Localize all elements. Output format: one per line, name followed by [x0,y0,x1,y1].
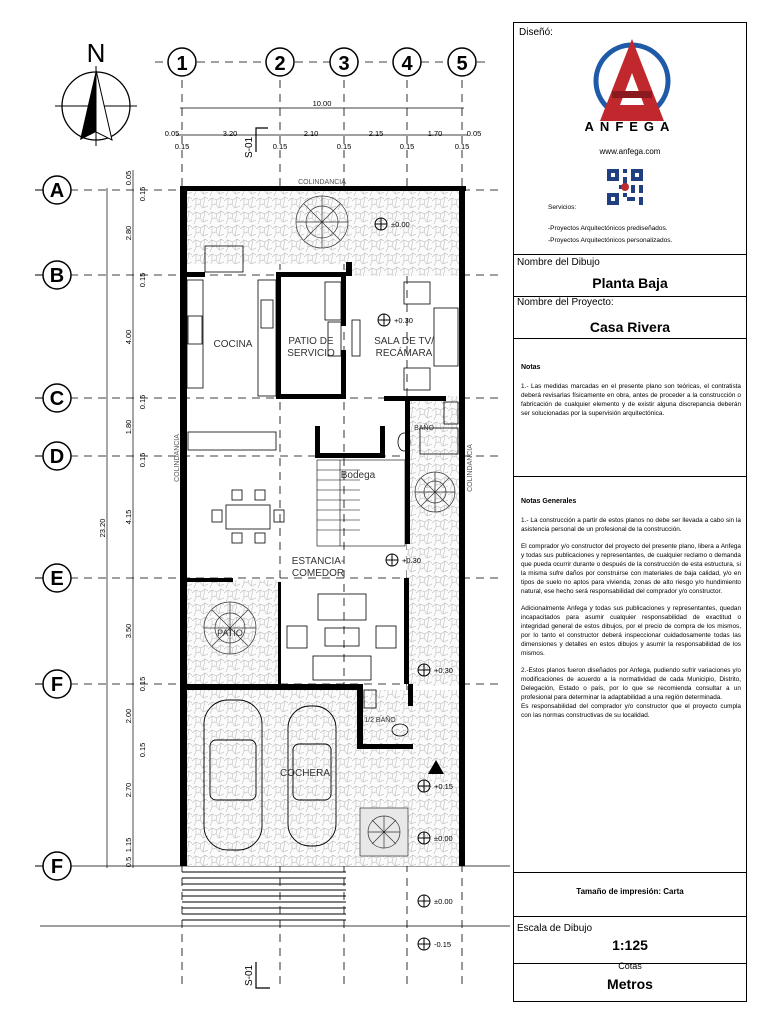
grid-bubble-C [35,384,71,412]
svg-text:F: F [50,856,64,878]
dim-left-wall-5: 0.15 [138,676,147,692]
label-cochera: COCHERA [279,768,331,779]
dining-table [212,490,284,543]
label-patio-servicio-1: PATIO DE [288,336,334,347]
dim-left-4: 1.80 [124,419,133,435]
svg-text:5: 5 [456,53,468,75]
drawing-name-section [514,255,746,297]
general-note-3: Adicionalmente Anfega y todas sus publicaciones y representantes, quedan incapacitados para asumir cualquier responsabilidad de exactitud o integridad general de estos dibujos, por el precio de compra de los mismos, por lo tanto el constructor deberá inspeccionar cuidadosamente todas las dimensiones y detalles en estos dibujos y asumir la responsabilidad de los mismos. [521,605,741,657]
dim-left-wall-3: 0.15 [138,394,147,410]
scale-value: 1:125 [612,937,648,953]
dim-span-4: 1.70 [427,129,443,138]
grid-bubble-5 [448,48,476,76]
svg-text:+0.30: +0.30 [394,316,413,325]
project-name-label: Nombre del Proyecto: [517,297,614,308]
svg-text:4: 4 [401,53,413,75]
project-name: Casa Rivera [589,319,671,335]
svg-text:1: 1 [176,53,188,75]
title-block [513,22,747,1002]
service-item-1: -Proyectos Arquitectónicos prediseñados. [548,225,668,232]
front-steps [182,872,346,920]
label-sala-2: RECÁMARA [375,348,433,359]
general-notes-section [514,477,746,873]
dim-left-wall-2: 0.15 [138,272,147,288]
website-link[interactable]: www.anfega.com [599,147,661,156]
label-patio: PATIO [217,628,243,638]
notes-title: Notas [521,364,541,371]
dim-overall-width: 10.00 [312,99,332,108]
level-marker [418,938,451,950]
tree-icon [415,472,455,512]
dim-edge-left: 0.05 [164,129,180,138]
north-label: N [86,38,106,68]
dim-left-9: 2.70 [124,782,133,798]
label-patio-servicio-2: SERVICIO [287,348,335,359]
dim-wall-2: 0.15 [272,142,288,151]
label-estancia-2: COMEDOR [291,568,345,579]
print-size: Tamaño de impresión: Carta [576,887,684,896]
north-arrow-icon [55,38,137,146]
svg-text:F: F [50,674,64,696]
anfega-logo-icon [592,35,672,127]
grid-bubble-4 [393,48,421,76]
print-size-section [514,873,746,917]
svg-text:3: 3 [338,53,350,75]
living-furniture [287,594,396,680]
label-colindancia-right: COLINDANCIA [467,444,474,492]
designer-section [514,23,746,255]
section-mark-top: S-01 [244,136,255,158]
qr-code-icon[interactable] [607,169,643,205]
dim-left-7: 2.00 [124,708,133,724]
svg-text:+0.30: +0.30 [434,666,453,675]
planter-icon [360,808,408,856]
label-medio-bano: 1/2 BAÑO [364,717,396,724]
grid-bubble-D [35,442,71,470]
grid-bubble-1 [168,48,196,76]
grid-bubble-F2 [35,852,71,880]
scale-section [514,917,746,961]
level-marker [418,895,453,907]
general-note-1: 1.- La construcción a partir de estos planos no debe ser llevada a cabo sin la asistencia personal de un profesional de la construcción. [521,517,741,533]
dim-span-1: 3.20 [222,129,238,138]
units-label: Cotas [618,961,642,971]
notes-item-1: 1.- Las medidas marcadas en el presente plano son teóricas, el contratista deberá revisarlas físicamente en obra, antes de proceder a la construcción o fabricación de cualquier elemento y de existir alguna discrepancia deberán ser solucionadas por la supervisión arquitectónica. [521,383,741,417]
svg-text:D: D [49,446,65,468]
svg-text:±0.00: ±0.00 [391,220,410,229]
front-garden [183,190,462,264]
svg-text:A: A [49,180,65,202]
dim-left-6: 3.50 [124,623,133,639]
dim-left-2: 2.80 [124,225,133,241]
grid-bubble-F [35,670,71,698]
units-section [514,961,746,992]
dim-left-10: 1.15 [124,837,133,853]
grid-bubble-E [35,564,71,592]
dim-left-5: 4.15 [124,509,133,525]
svg-text:±0.00: ±0.00 [434,834,453,843]
dim-left-8: 0.15 [138,742,147,758]
grid-bubble-3 [330,48,358,76]
level-marker [386,554,421,566]
brand-name: ANFEGA [584,119,676,134]
drawing-name-label: Nombre del Dibujo [517,257,600,268]
designer-label: Diseñó: [519,27,553,38]
notes-section [514,339,746,477]
side-patio [407,396,462,686]
grid-bubble-B [35,261,71,289]
general-note-2: El comprador y/o constructor del proyecto del presente plano, libera a Anfega y todas sus publicaciones y representantes, de cualquier reclamo o demanda que pueda ocurrir durante o después de la construcción de esta estructura, si la misma sufre daños por construirse con materiales de baja calidad, y/o en tipos de suelo no aptos para vivienda, zonas de alto riesgo y/o hundimiento natural, ese hecho será responsabilidad del comprador y/o constructor. [521,543,741,595]
label-estancia-1: ESTANCIA- [291,556,345,567]
general-note-5: Es responsabilidad del comprador y/o constructor que el proyecto cumpla con las normas constructivas de su localidad. [521,703,741,719]
dim-left-11: 0.5 [124,856,133,868]
dim-wall-1: 0.15 [174,142,190,151]
section-mark-bottom: S-01 [244,964,255,986]
label-cocina: COCINA [213,339,253,350]
svg-text:+0.30: +0.30 [402,556,421,565]
services-label: Servicios: [548,204,577,211]
dim-wall-5: 0.15 [454,142,470,151]
label-bodega: Bodega [340,470,376,481]
svg-text:-0.15: -0.15 [434,940,452,949]
level-marker [378,314,413,326]
units-value: Metros [607,976,653,992]
tree-icon [296,196,348,248]
svg-text:+0.15: +0.15 [434,782,453,791]
label-sala-1: SALA DE TV/ [374,336,434,347]
dim-wall-4: 0.15 [399,142,415,151]
svg-text:2: 2 [274,53,286,75]
dim-left-wall-1: 0.15 [138,186,147,202]
service-item-2: -Proyectos Arquitectónicos personalizados. [548,237,673,244]
dim-left-wall-4: 0.15 [138,452,147,468]
drawing-name: Planta Baja [592,275,668,291]
svg-text:C: C [49,388,65,410]
scale-label: Escala de Dibujo [517,923,593,934]
project-name-section [514,297,746,339]
svg-text:B: B [49,265,65,287]
dim-overall-depth: 23.20 [98,518,107,538]
dim-span-3: 2.15 [368,129,384,138]
dim-span-2: 2.10 [303,129,319,138]
label-colindancia-top: COLINDANCIA [298,179,346,186]
dim-left-1: 0.05 [124,170,133,186]
label-colindancia-left: COLINDANCIA [174,434,181,482]
grid-bubble-A [35,176,71,204]
general-notes-title: Notas Generales [521,498,577,505]
dim-edge-right: 0.05 [466,129,482,138]
dim-left-3: 4.00 [124,329,133,345]
general-note-4: 2.-Estos planos fueron diseñados por Anfega, pudiendo sufrir variaciones y/o modificaciones de acuerdo a la normatividad de cada Municipio, Distrito, Delegación, Estado o país, por lo que se recomienda consultar a un profesional para determinar la adaptabilidad a una región determinada. [521,667,741,701]
svg-text:E: E [50,568,64,590]
grid-bubble-2 [266,48,294,76]
label-bano: BAÑO [414,425,434,432]
svg-text:±0.00: ±0.00 [434,897,453,906]
dim-wall-3: 0.15 [336,142,352,151]
